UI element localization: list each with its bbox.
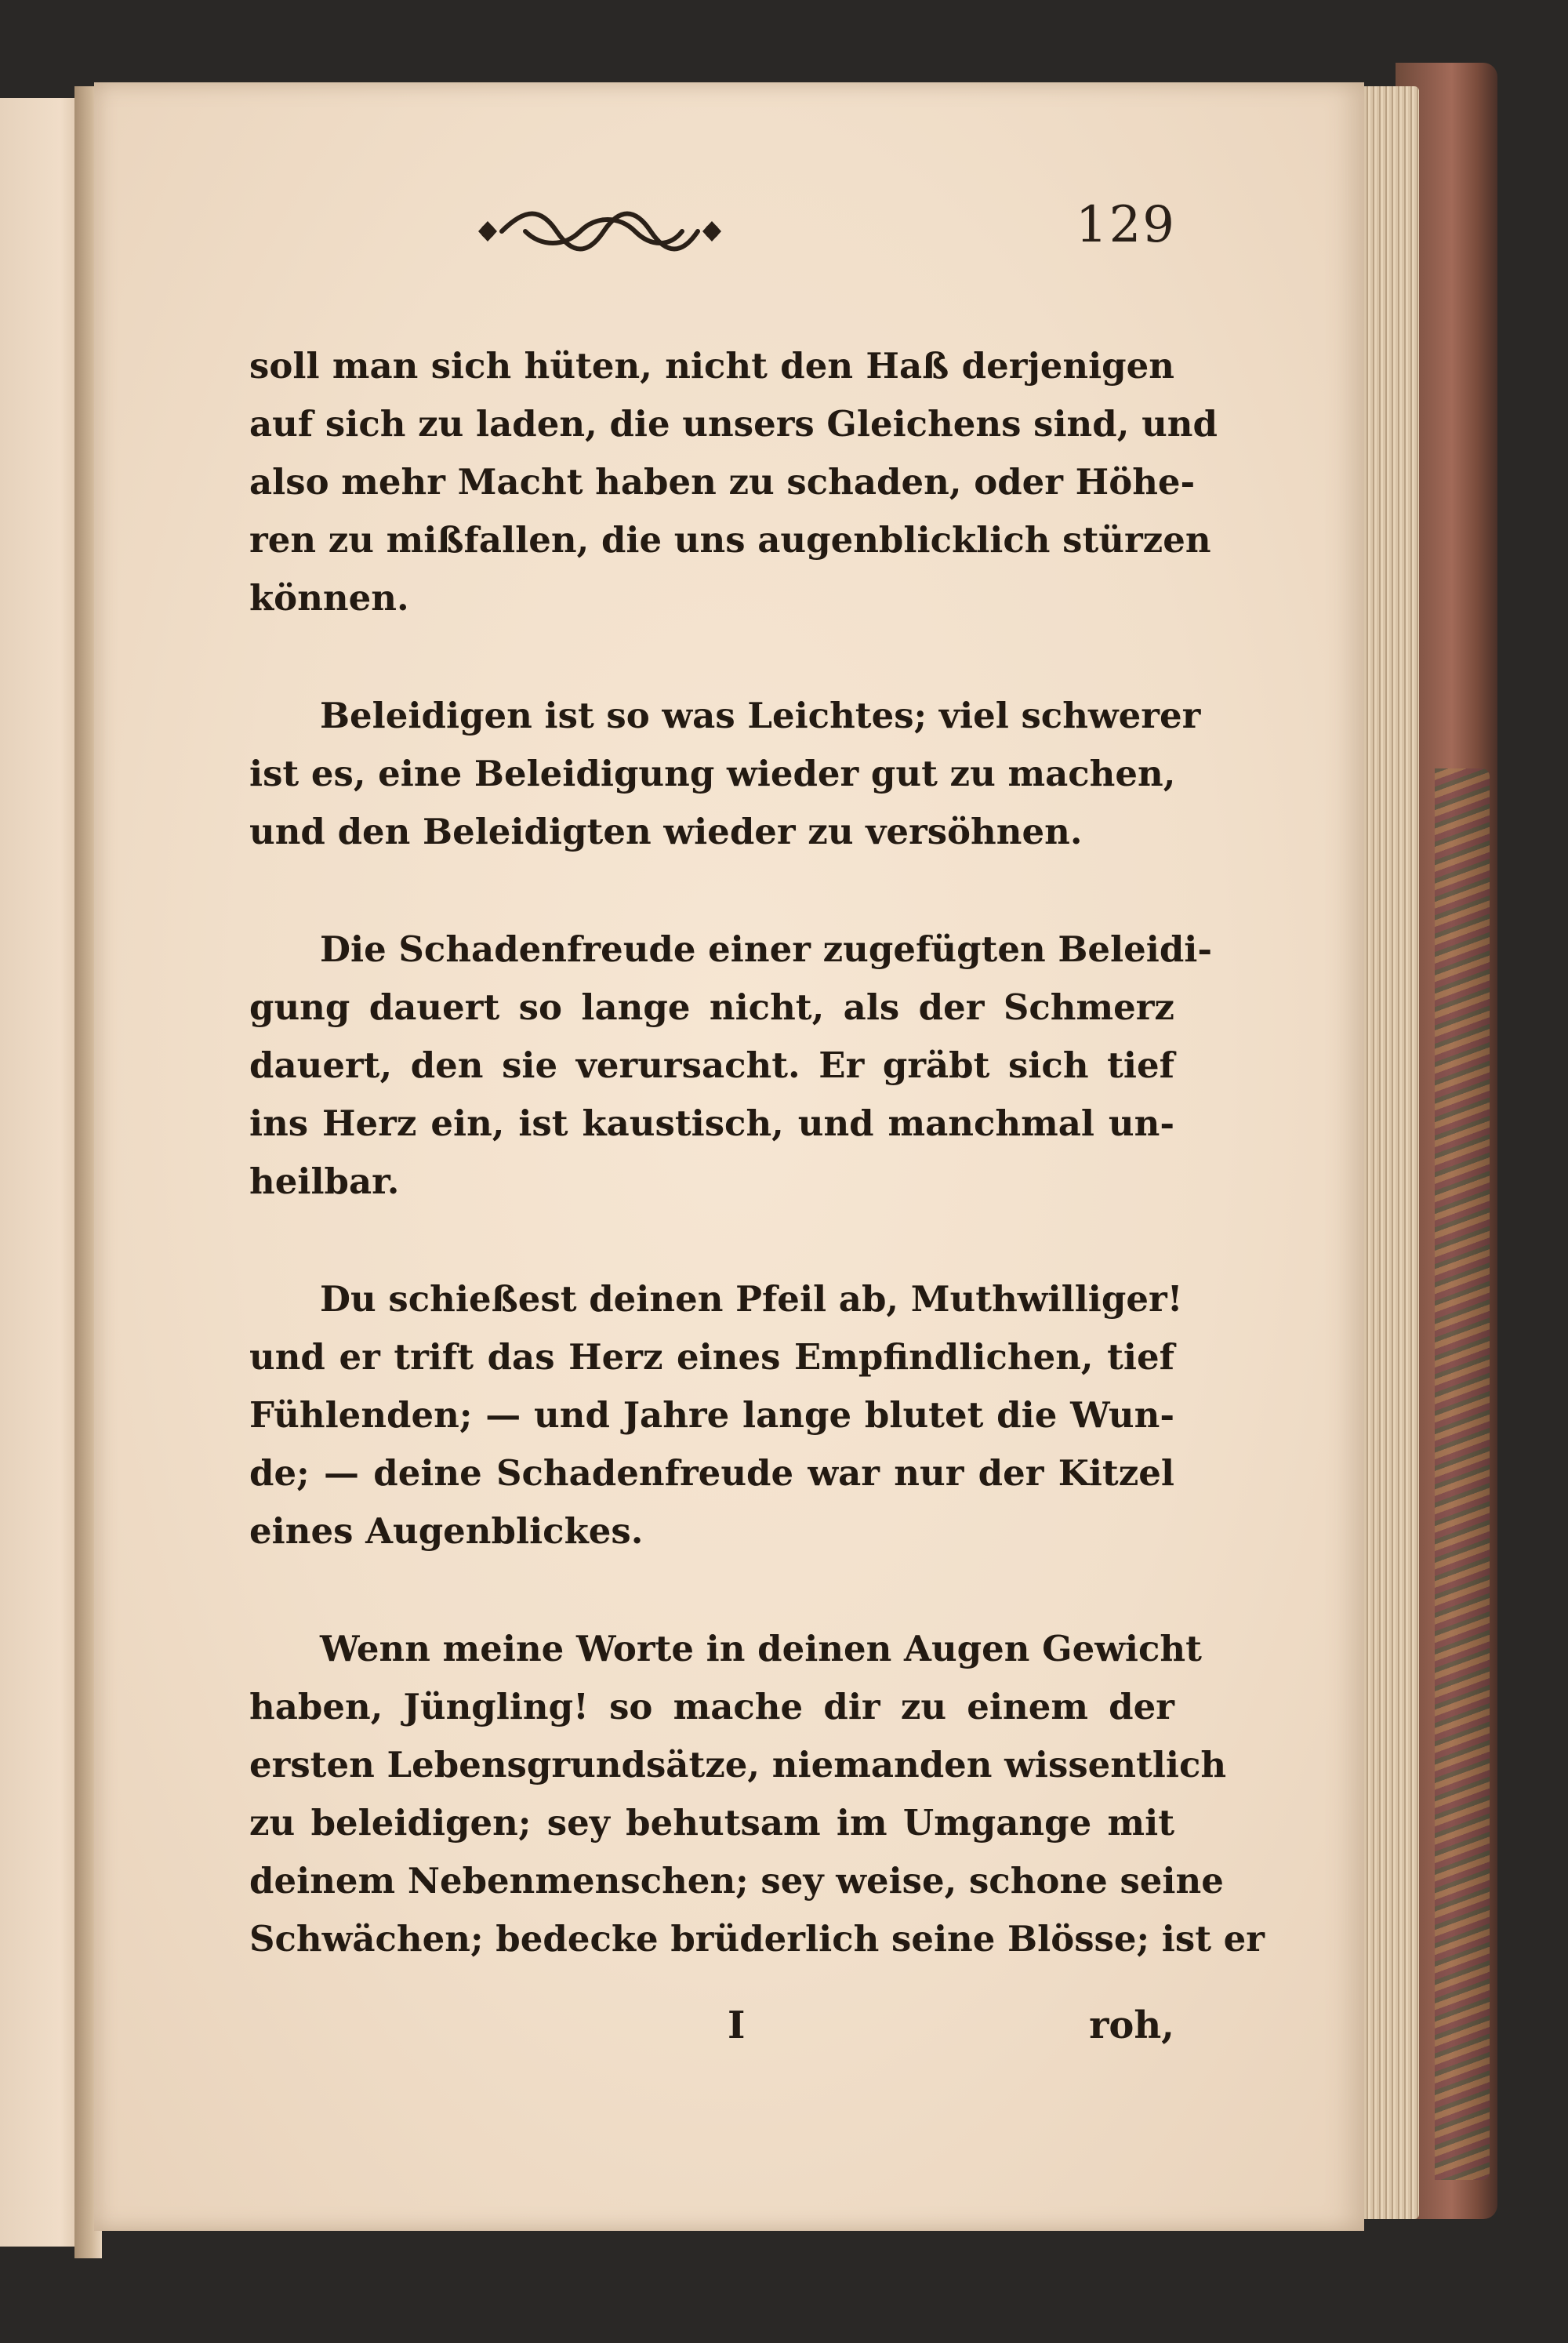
- text-line: und er trift das Herz eines Empfindlichen, tief: [249, 1336, 1174, 1378]
- text-line: auf sich zu laden, die unsers Gleichens sind, und: [249, 403, 1218, 445]
- text-line: Schwächen; bedecke brüderlich seine Blösse; ist er: [249, 1918, 1265, 1960]
- text-line: dauert, den sie verursacht. Er gräbt sich tief: [249, 1044, 1174, 1086]
- text-line: Fühlenden; — und Jahre lange blutet die Wun-: [249, 1394, 1174, 1436]
- text-line: Wenn meine Worte in deinen Augen Gewicht: [320, 1628, 1202, 1669]
- text-line: soll man sich hüten, nicht den Haß derjenigen: [249, 345, 1174, 387]
- text-line: haben, Jüngling! so mache dir zu einem der: [249, 1686, 1174, 1727]
- text-line: ren zu mißfallen, die uns augenblicklich stürzen: [249, 519, 1211, 561]
- text-line: können.: [249, 577, 409, 619]
- page-number: 129: [1075, 196, 1176, 254]
- paragraph: [249, 1620, 1265, 1968]
- page-header: [470, 196, 1176, 274]
- paragraph: [249, 921, 1213, 1211]
- body-text: [249, 337, 1265, 2028]
- text-line: also mehr Macht haben zu schaden, oder Höhe-: [249, 461, 1196, 503]
- text-line: Die Schadenfreude einer zugefügten Beleidi-: [320, 928, 1213, 970]
- text-line: heilbar.: [249, 1161, 400, 1202]
- paragraph: [249, 687, 1201, 861]
- text-line: ins Herz ein, ist kaustisch, und manchmal un-: [249, 1102, 1174, 1144]
- text-line: zu beleidigen; sey behutsam im Umgange mit: [249, 1802, 1174, 1844]
- paragraph: [249, 1270, 1183, 1560]
- marbled-edge: [1435, 768, 1490, 2180]
- text-line: und den Beleidigten wieder zu versöhnen.: [249, 811, 1083, 852]
- text-line: Du schießest deinen Pfeil ab, Muthwilliger!: [320, 1278, 1183, 1320]
- text-line: Beleidigen ist so was Leichtes; viel schwerer: [320, 695, 1201, 736]
- signature-mark: I: [728, 2003, 746, 2047]
- text-line: deinem Nebenmenschen; sey weise, schone seine: [249, 1860, 1224, 1902]
- text-line: eines Augenblickes.: [249, 1510, 644, 1552]
- text-line: ist es, eine Beleidigung wieder gut zu machen,: [249, 753, 1176, 794]
- paragraph: [249, 337, 1218, 627]
- text-line: de; — deine Schadenfreude war nur der Kitzel: [249, 1452, 1174, 1494]
- left-page-sliver: [0, 98, 86, 2247]
- text-line: gung dauert so lange nicht, als der Schmerz: [249, 986, 1174, 1028]
- catchword: roh,: [1089, 2003, 1174, 2047]
- ornament-vine-icon: [470, 204, 729, 259]
- text-line: ersten Lebensgrundsätze, niemanden wissentlich: [249, 1744, 1227, 1785]
- page-footer: [249, 2003, 1174, 2074]
